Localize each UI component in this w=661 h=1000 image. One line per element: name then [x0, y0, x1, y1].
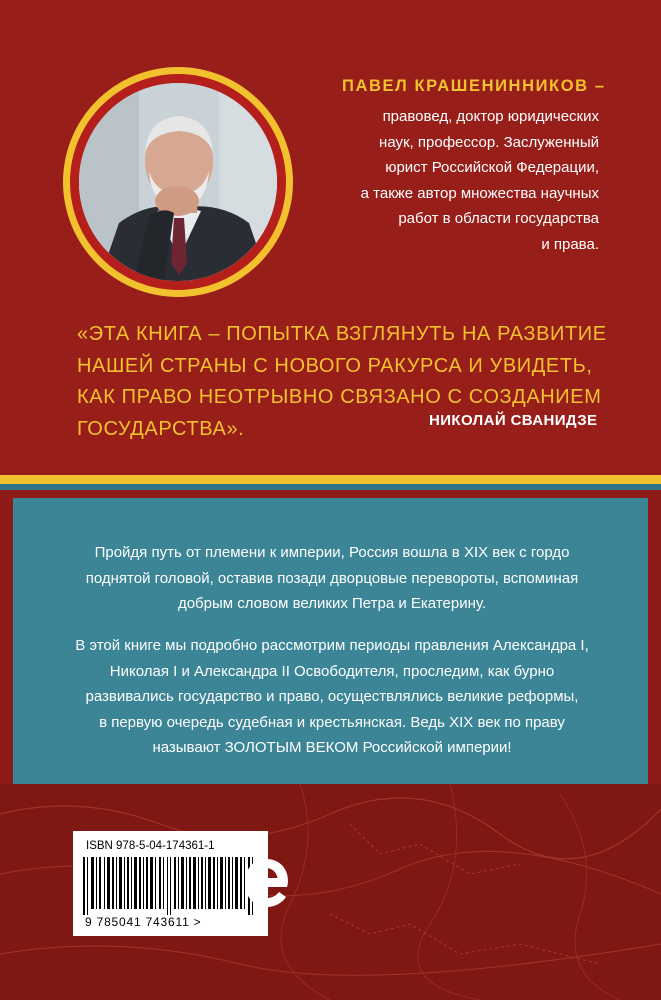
description-line: добрым словом великих Петра и Екатерину. — [177, 595, 487, 612]
author-portrait-image — [79, 83, 277, 281]
teal-stripe — [0, 484, 661, 490]
description-line: развивались государство и право, осуществлялись великие реформы, — [85, 688, 579, 705]
description-line: в первую очередь судебная и крестьянская. Ведь XIX век по праву — [99, 713, 565, 731]
quote-line: ГОСУДАРСТВА». — [77, 417, 245, 440]
author-portrait — [79, 83, 277, 281]
description-paragraph-2 — [62, 633, 602, 761]
quote-line: НАШЕЙ СТРАНЫ С НОВОГО РАКУРСА И УВИДЕТЬ, — [77, 354, 593, 377]
author-name: ПАВЕЛ КРАШЕНИННИКОВ – — [342, 77, 606, 95]
author-bio-line: наук, профессор. Заслуженный — [379, 133, 599, 151]
description-paragraph-1 — [62, 540, 602, 617]
description-line: Пройдя путь от племени к империи, Россия вошла в XIX век с гордо — [94, 544, 570, 561]
description-line: Николая I и Александра II Освободителя, проследим, как бурно — [109, 662, 555, 680]
barcode-bars — [83, 857, 259, 915]
author-bio — [303, 104, 599, 257]
gold-stripe — [0, 475, 661, 484]
isbn-text: ISBN 978-5-04-174361-1 — [86, 840, 215, 852]
quote-line: «ЭТА КНИГА – ПОПЫТКА ВЗГЛЯНУТЬ НА РАЗВИТИЕ — [77, 323, 607, 345]
author-bio-line: а также автор множества научных — [360, 184, 599, 202]
eksmo-logo-icon — [243, 857, 289, 909]
author-bio-line: и права. — [541, 235, 599, 253]
barcode-block — [73, 831, 268, 936]
author-bio-line: работ в области государства — [398, 210, 599, 227]
description-line: В этой книге мы подробно рассмотрим периоды правления Александра I, — [75, 637, 589, 654]
barcode-digits: 9 785041 743611 > — [85, 915, 202, 929]
description-line: поднятой головой, оставив позади дворцовые перевороты, вспоминая — [85, 569, 579, 587]
quote-line: КАК ПРАВО НЕОТРЫВНО СВЯЗАНО С СОЗДАНИЕМ — [77, 386, 602, 408]
author-bio-line: правовед, доктор юридических — [382, 108, 599, 125]
quote-author: НИКОЛАЙ СВАНИДЗЕ — [429, 412, 598, 429]
author-bio-line: юрист Российской Федерации, — [385, 159, 599, 176]
description-line: называют ЗОЛОТЫМ ВЕКОМ Российской империи! — [152, 739, 512, 756]
